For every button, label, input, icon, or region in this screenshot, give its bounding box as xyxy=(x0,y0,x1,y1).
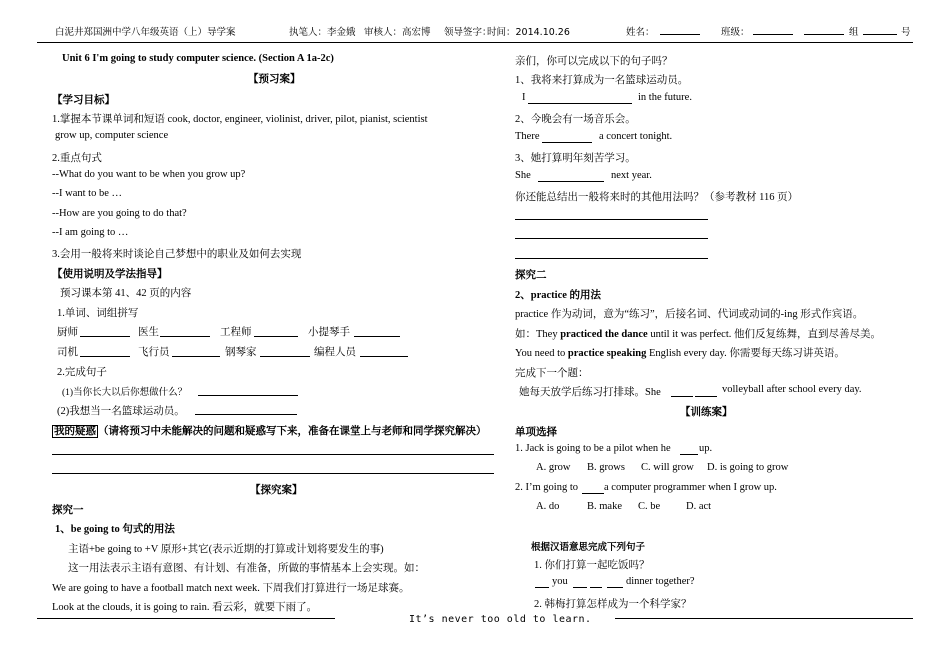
sentence-3: --How are you going to do that? xyxy=(52,208,187,219)
author: 执笔人：李金娥 xyxy=(289,27,356,38)
q2-answer-post: a concert tonight. xyxy=(599,131,673,142)
practice-5-pre: 她每天放学后练习打排球。She xyxy=(519,387,661,398)
doubt-instruction: （请将预习中未能解决的问题和疑惑写下来，准备在课堂上与老师和同学探究解决） xyxy=(98,426,487,437)
mc-2-d: D. act xyxy=(686,501,712,512)
school-title: 白泥井郑国洲中学八年级英语（上）导学案 xyxy=(55,27,236,38)
leader-sign: 领导签字： xyxy=(444,27,492,38)
mc-1-a: A. grow xyxy=(536,462,571,473)
mc-2-c: C. be xyxy=(638,501,661,512)
usage-1: 预习课本第 41、42 页的内容 xyxy=(60,288,192,299)
mc-1-end: up. xyxy=(699,443,713,454)
practice-4: 完成下一个题： xyxy=(515,368,589,379)
reviewer: 审核人：高宏博 xyxy=(364,27,431,38)
doubt-section xyxy=(52,423,487,438)
q1-answer-post: in the future. xyxy=(638,92,692,103)
mc-title: 单项选择 xyxy=(515,427,557,438)
e1-example-2: Look at the clouds, it is going to rain. 看云彩，就要下雨了。 xyxy=(52,602,318,613)
mc-2-b: B. make xyxy=(587,501,622,512)
word-violinist: 小提琴手 xyxy=(308,327,350,338)
translate-1-end: dinner together? xyxy=(626,576,695,587)
mc-1: 1. Jack is going to be a pilot when he xyxy=(515,443,671,454)
doubt-line-1 xyxy=(52,454,494,455)
usage-2: 1.单词、词组拼写 xyxy=(57,308,139,319)
e1-example-1: We are going to have a football match next week. 下周我们打算进行一场足球赛。 xyxy=(52,583,410,594)
q3-answer-post: next year. xyxy=(611,170,652,181)
name-label: 姓名： xyxy=(626,27,655,38)
complete-title: 2.完成句子 xyxy=(57,367,107,378)
goal-title: 【学习目标】 xyxy=(52,95,115,106)
mc-1-d: D. is going to grow xyxy=(707,462,789,473)
goal-1b: grow up, computer science xyxy=(55,130,169,141)
mc-2-a: A. do xyxy=(536,501,560,512)
unit-title: Unit 6 I'm going to study computer science. (Section A 1a-2c) xyxy=(62,53,334,64)
header-rule xyxy=(37,42,913,43)
word-programmer: 编程人员 xyxy=(314,347,356,358)
summary: 你还能总结出一般将来时的其他用法吗？（参考教材 116 页） xyxy=(515,192,799,203)
sentence-4: --I am going to … xyxy=(52,227,129,238)
word-driver: 司机 xyxy=(57,347,78,358)
sentence-2: --I want to be … xyxy=(52,188,122,199)
group-label: 组 xyxy=(849,27,859,38)
footer-motto: It’s never too old to learn. xyxy=(409,614,592,625)
train-title: 【训练案】 xyxy=(680,407,733,418)
explore-2-sub: 2、practice 的用法 xyxy=(515,290,602,301)
mc-1-c: C. will grow xyxy=(641,462,694,473)
mc-2-post: a computer programmer when I grow up. xyxy=(604,482,777,493)
complete-2: (2)我想当一名篮球运动员。 xyxy=(57,406,185,417)
usage-title: 【使用说明及学法指导】 xyxy=(52,269,168,280)
goal-3: 3.会用一般将来时谈论自己梦想中的职业及如何去实现 xyxy=(52,249,302,260)
explore-1: 探究一 xyxy=(52,505,84,516)
footer-rule-right xyxy=(615,618,913,619)
word-pianist: 钢琴家 xyxy=(225,347,257,358)
q1-answer-pre: I xyxy=(522,92,526,103)
complete-1: (1)当你长大以后你想做什么？ xyxy=(62,388,188,398)
practice-1: practice 作为动词，意为“练习”，后接名词、代词或动词的-ing 形式作宾语。 xyxy=(515,309,864,320)
word-pilot: 飞行员 xyxy=(138,347,170,358)
number-label: 号 xyxy=(901,27,911,38)
translate-1-you: you xyxy=(552,576,568,587)
mc-2-pre: 2. I’m going to xyxy=(515,482,578,493)
translate-2: 2. 韩梅打算怎样成为一个科学家？ xyxy=(534,599,692,610)
sentence-1: --What do you want to be when you grow up? xyxy=(52,169,246,180)
doubt-label: 我的疑惑 xyxy=(54,426,96,437)
word-doctor: 医生 xyxy=(138,327,159,338)
right-intro: 亲们，你可以完成以下的句子吗？ xyxy=(515,56,673,67)
q1: 1、我将来打算成为一名篮球运动员。 xyxy=(515,75,689,86)
e1-line-1: 主语+be going to +V 原形+其它(表示近期的打算或计划将要发生的事) xyxy=(68,544,384,555)
goal-2: 2.重点句式 xyxy=(52,153,102,164)
explore-2: 探究二 xyxy=(515,270,547,281)
explore-title: 【探究案】 xyxy=(250,485,303,496)
translate-1: 1. 你们打算一起吃饭吗？ xyxy=(534,560,650,571)
word-engineer: 工程师 xyxy=(220,327,252,338)
class-label: 班级： xyxy=(721,27,750,38)
q3: 3、她打算明年刻苦学习。 xyxy=(515,153,636,164)
q2-answer-pre: There xyxy=(515,131,540,142)
footer-rule-left xyxy=(37,618,335,619)
q2: 2、今晚会有一场音乐会。 xyxy=(515,114,636,125)
preview-title: 【预习案】 xyxy=(248,74,301,85)
doubt-line-2 xyxy=(52,473,494,474)
goal-1a: 1.掌握本节课单词和短语 cook, doctor, engineer, violinist, driver, pilot, pianist, scientist xyxy=(52,114,428,125)
word-cook: 厨师 xyxy=(57,327,78,338)
explore-1-sub: 1、be going to 句式的用法 xyxy=(55,524,175,535)
practice-3: You need to practice speaking English every day. 你需要每天练习讲英语。 xyxy=(515,348,845,359)
date: 时间：2014.10.26 xyxy=(487,27,570,38)
q3-answer-pre: She xyxy=(515,170,531,181)
practice-5-post: volleyball after school every day. xyxy=(722,384,862,395)
e1-line-2: 这一用法表示主语有意图、有计划、有准备，所做的事情基本上会实现。如： xyxy=(68,563,425,574)
mc-1-b: B. grows xyxy=(587,462,625,473)
practice-2: 如：They practiced the dance until it was perfect. 他们反复练舞，直到尽善尽美。 xyxy=(515,329,881,340)
translate-title: 根据汉语意思完成下列句子 xyxy=(531,543,646,553)
